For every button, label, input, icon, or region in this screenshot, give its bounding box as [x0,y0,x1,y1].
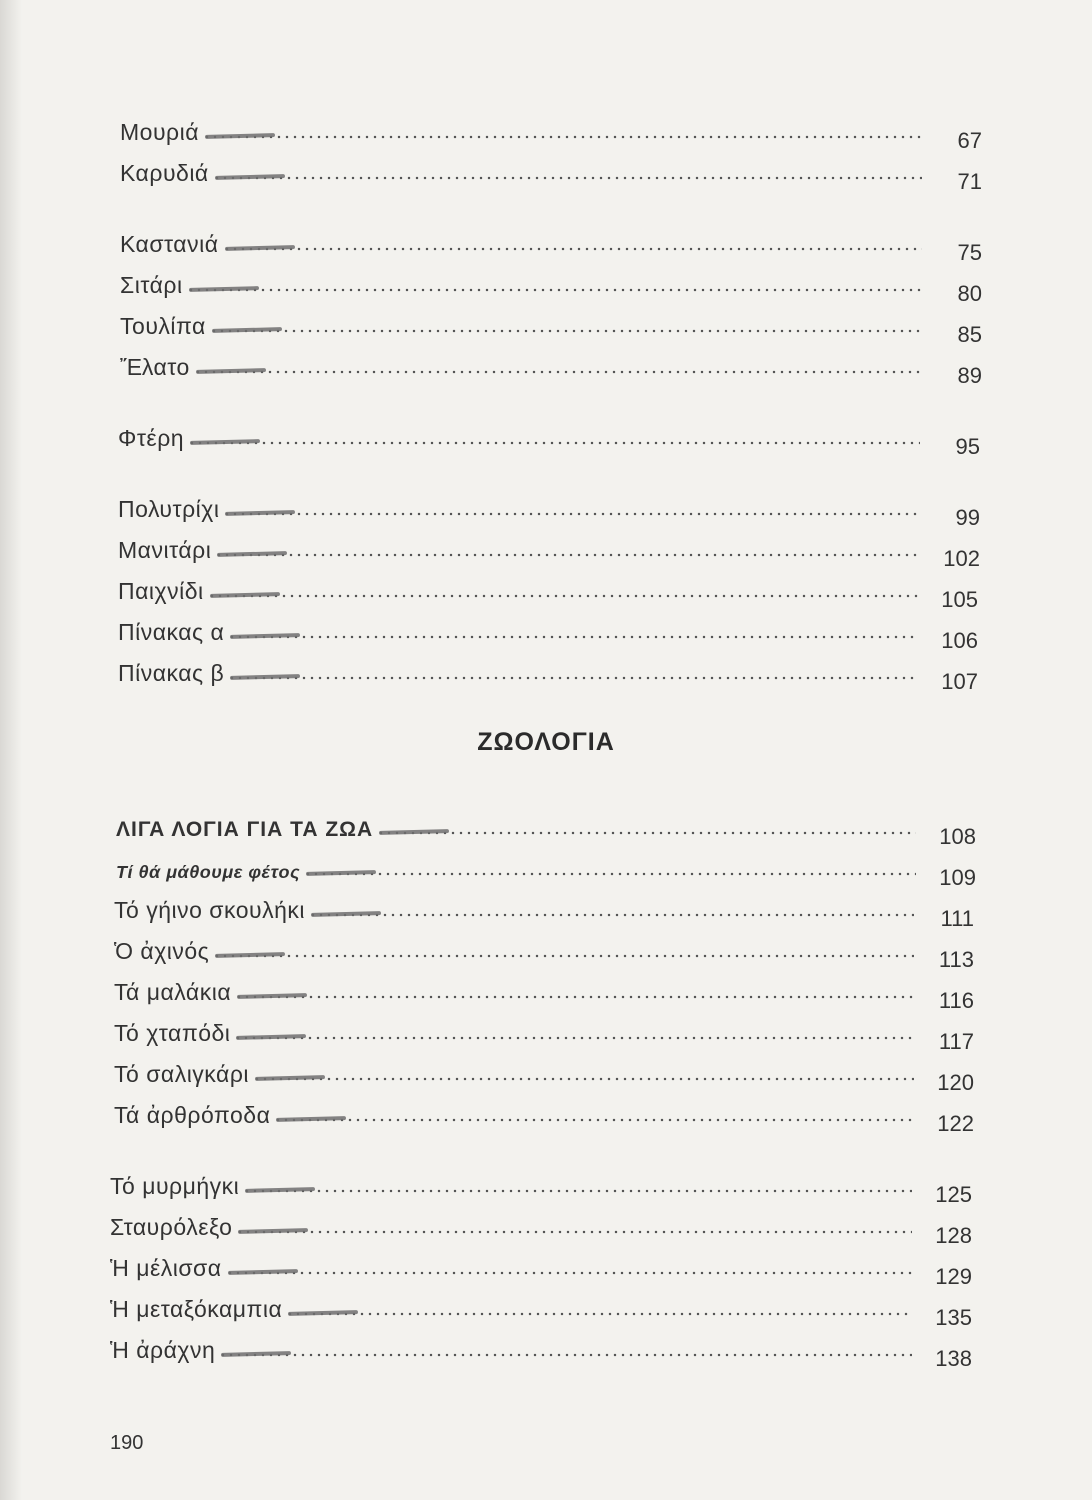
pen-mark [215,174,285,180]
pen-mark [306,870,376,876]
pen-mark [276,1116,346,1122]
toc-entry[interactable] [114,1054,974,1095]
toc-entry-page: 95 [955,434,980,459]
toc-entry-title: Πίνακας β [118,660,225,686]
toc-entry-page: 75 [957,240,982,265]
toc-entry-title: Τό σαλιγκάρι [114,1061,250,1087]
dot-leader [309,898,914,918]
toc-entry[interactable] [118,612,978,653]
toc-entry[interactable] [114,972,974,1013]
toc-entry-page: 80 [957,281,982,306]
pen-mark [189,286,259,292]
pen-mark [225,510,295,516]
toc-entry-title: Ἡ μεταξόκαμπια [110,1296,283,1322]
toc-entry-title: Τό γήινο σκουλήκι [114,897,305,923]
dot-leader [213,161,922,181]
toc-entry[interactable] [110,1207,972,1248]
section-title: ΖΩΟΛΟΓΙΑ [477,728,615,756]
toc-entry[interactable] [120,112,982,153]
toc-entry-title: Πίνακας α [118,619,225,645]
toc-entry[interactable] [114,1013,974,1054]
pen-mark [238,1228,308,1234]
toc-entry[interactable] [120,306,982,347]
toc-entry[interactable] [110,1248,972,1289]
pen-mark [288,1310,358,1316]
pen-mark [205,133,275,139]
dot-leader [234,1021,914,1041]
dot-leader [226,1256,912,1276]
dot-leader [219,1338,912,1358]
toc-entry-title: Τουλίπα [120,313,206,339]
toc-entry-page: 122 [937,1111,974,1136]
pen-mark [236,1034,306,1040]
toc-entry-page: 71 [957,169,982,194]
pen-mark [224,245,294,251]
toc-entry-title: Καστανιά [120,231,219,257]
dot-leader [188,426,920,446]
toc-entry-page: 128 [935,1223,972,1248]
dot-leader [235,980,914,1000]
dot-leader [236,1215,912,1235]
toc-entry-page: 111 [940,906,974,931]
dot-leader [253,1062,914,1082]
dot-leader [213,939,914,959]
toc-entry[interactable] [116,808,976,849]
toc-entry-title: Ἡ ἀράχνη [110,1337,216,1363]
toc-entry-title: Τά μαλάκια [114,979,232,1005]
dot-leader [243,1174,912,1194]
toc-entry-title: Τά ἀρθρόποδα [114,1102,271,1128]
dot-leader [223,232,922,252]
toc-entry-title: Ἡ μέλισσα [110,1255,222,1281]
pen-mark [311,911,381,917]
toc-entry-title: Σταυρόλεξο [110,1214,233,1240]
dot-leader [274,1103,914,1123]
dot-leader [223,497,920,517]
toc-entry-page: 85 [957,322,982,347]
dot-leader [215,538,920,558]
toc-entry-title: Πολυτρίχι [118,496,220,522]
pen-mark [228,1269,298,1275]
pen-mark [212,327,282,333]
toc-entry-title: Τί θά μάθουμε φέτος [116,862,301,882]
pen-mark [230,674,300,680]
pen-mark [221,1351,291,1357]
pen-mark [245,1187,315,1193]
toc-entry-title: Ἔλατο [120,354,190,380]
toc-entry-page: 129 [935,1264,972,1289]
toc-entry-title: Τό χταπόδι [114,1020,231,1046]
toc-entry[interactable] [118,653,978,694]
dot-leader [203,120,922,140]
toc-entry[interactable] [110,1330,972,1371]
toc-entry-title: Σιτάρι [120,272,183,298]
toc-entry-title: Φτέρη [118,425,185,451]
toc-entry-page: 102 [943,546,980,571]
toc-entry-title: ΛΙΓΑ ΛΟΓΙΑ ΓΙΑ ΤΑ ΖΩΑ [116,818,374,841]
pen-mark [210,592,280,598]
toc-entry-page: 106 [941,628,978,653]
toc-entry-title: Καρυδιά [120,160,209,186]
toc-entry-page: 116 [938,988,974,1013]
dot-leader [228,620,918,640]
toc-entry[interactable] [120,347,982,388]
dot-leader [377,816,916,836]
toc-entry[interactable] [116,849,976,890]
toc-entry[interactable] [114,890,974,931]
toc-entry[interactable] [118,489,980,530]
dot-leader [228,661,918,681]
toc-entry-page: 117 [938,1029,974,1054]
toc-entry-page: 135 [935,1305,972,1330]
pen-mark [217,551,287,557]
toc-entry-title: Ὁ ἀχινός [114,938,210,964]
toc-entry-page: 138 [935,1346,972,1371]
pen-mark [255,1075,325,1081]
dot-leader [208,579,918,599]
toc-entry[interactable] [114,1095,974,1136]
toc-entry-page: 107 [941,669,978,694]
page-number: 190 [110,1432,144,1454]
dot-leader [194,355,922,375]
toc-entry-title: Παιχνίδι [118,578,204,604]
toc-entry-title: Μανιτάρι [118,537,212,563]
toc-entry-page: 125 [935,1182,972,1207]
toc-entry[interactable] [110,1166,972,1207]
dot-leader [187,273,922,293]
toc-entry[interactable] [118,571,978,612]
toc-entry[interactable] [118,530,980,571]
toc-entry[interactable] [114,931,974,972]
pen-mark [237,993,307,999]
toc-entry-page: 109 [939,865,976,890]
pen-mark [190,439,260,445]
toc-entry-title: Τό μυρμήγκι [110,1173,240,1199]
toc-entry-page: 120 [937,1070,974,1095]
toc-entry-page: 113 [938,947,974,972]
dot-leader [304,857,916,877]
toc-entry[interactable] [120,153,982,194]
toc-entry-page: 105 [941,587,978,612]
toc-entry[interactable] [118,418,980,459]
toc-entry-page: 89 [957,363,982,388]
toc-entry-page: 67 [957,128,982,153]
toc-entry[interactable] [110,1289,972,1330]
pen-mark [230,633,300,639]
dot-leader [210,314,922,334]
toc-entry-title: Μουριά [120,119,200,145]
pen-mark [196,368,266,374]
pen-mark [379,829,449,835]
toc-entry[interactable] [120,224,982,265]
pen-mark [215,952,285,958]
toc-entry-page: 99 [955,505,980,530]
toc-entry[interactable] [120,265,982,306]
dot-leader [286,1297,912,1317]
toc-entry-page: 108 [939,824,976,849]
